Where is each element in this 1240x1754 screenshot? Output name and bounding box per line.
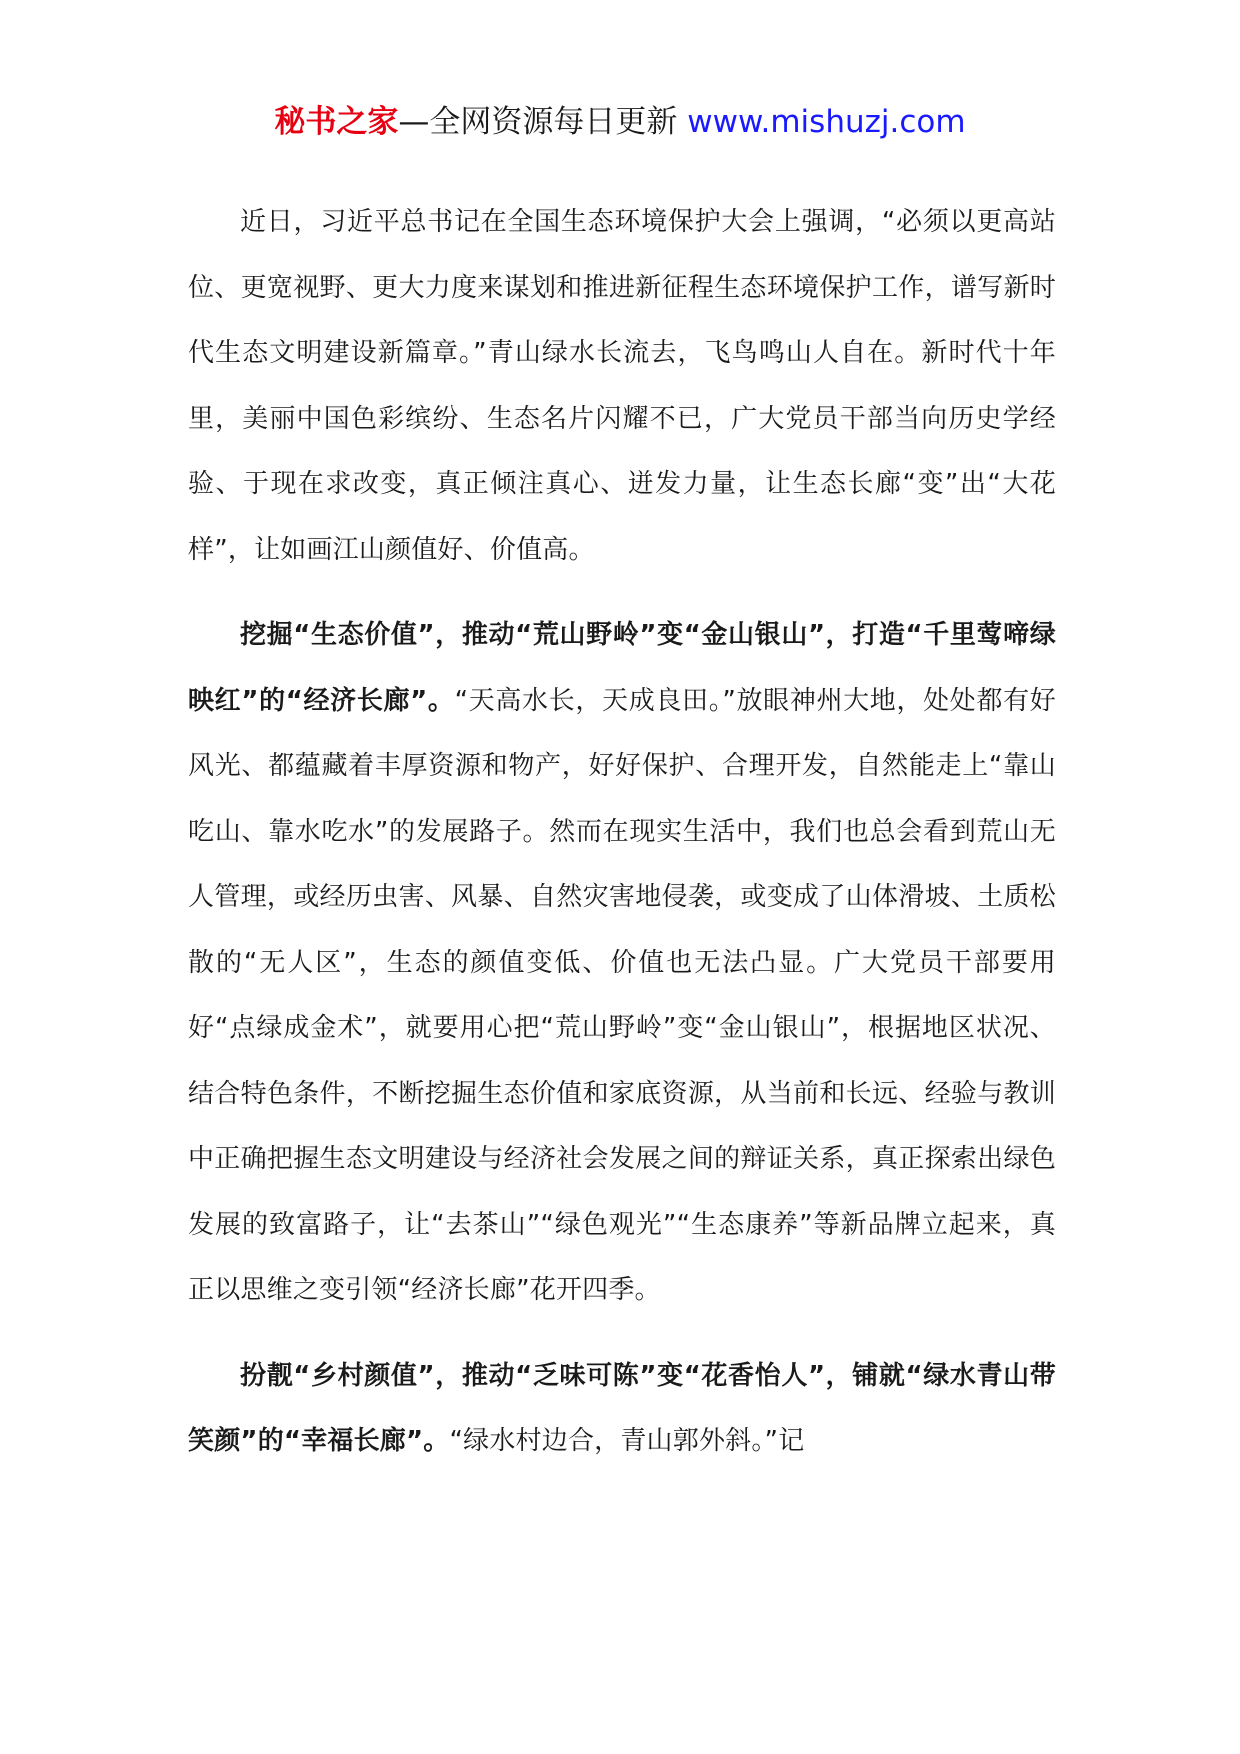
paragraph-heading: 挖掘“生态价值”，推动“荒山野岭”变“金山银山”，打造“千里莺啼绿映红”的“经济长廊”。 <box>188 620 1056 716</box>
brand-name: 秘书之家 <box>274 104 399 140</box>
paragraph-text: “绿水村边合，青山郭外斜。”记 <box>449 1426 805 1456</box>
page-header <box>0 100 1240 144</box>
article-body <box>188 190 1056 1495</box>
paragraph-economic-corridor <box>188 603 1056 1324</box>
website-link[interactable]: www.mishuzj.com <box>687 104 966 140</box>
paragraph-heading: 扮靓“乡村颜值”，推动“乏味可陈”变“花香怡人”，铺就“绿水青山带笑颜”的“幸福长廊”。 <box>188 1360 1056 1456</box>
paragraph-intro <box>188 190 1056 583</box>
paragraph-happiness-corridor <box>188 1344 1056 1475</box>
header-tagline: —全网资源每日更新 <box>398 104 688 140</box>
paragraph-text: 近日，习近平总书记在全国生态环境保护大会上强调，“必须以更高站位、更宽视野、更大力度来谋划和推进新征程生态环境保护工作，谱写新时代生态文明建设新篇章。”青山绿水长流去，飞鸟鸣山人自在。新时代十年里，美丽中国色彩缤纷、生态名片闪耀不已，广大党员干部当向历史学经验、于现在求改变，真正倾注真心、迸发力量，让生态长廊“变”出“大花样”，让如画江山颜值好、价值高。 <box>188 207 1056 565</box>
paragraph-text: “天高水长，天成良田。”放眼神州大地，处处都有好风光、都蕴藏着丰厚资源和物产，好好保护、合理开发，自然能走上“靠山吃山、靠水吃水”的发展路子。然而在现实生活中，我们也总会看到荒山无人管理，或经历虫害、风暴、自然灾害地侵袭，或变成了山体滑坡、土质松散的“无人区”，生态的颜值变低、价值也无法凸显。广大党员干部要用好“点绿成金术”，就要用心把“荒山野岭”变“金山银山”，根据地区状况、结合特色条件，不断挖掘生态价值和家底资源，从当前和长远、经验与教训中正确把握生态文明建设与经济社会发展之间的辩证关系，真正探索出绿色发展的致富路子，让“去茶山”“绿色观光”“生态康养”等新品牌立起来，真正以思维之变引领“经济长廊”花开四季。 <box>188 685 1056 1305</box>
